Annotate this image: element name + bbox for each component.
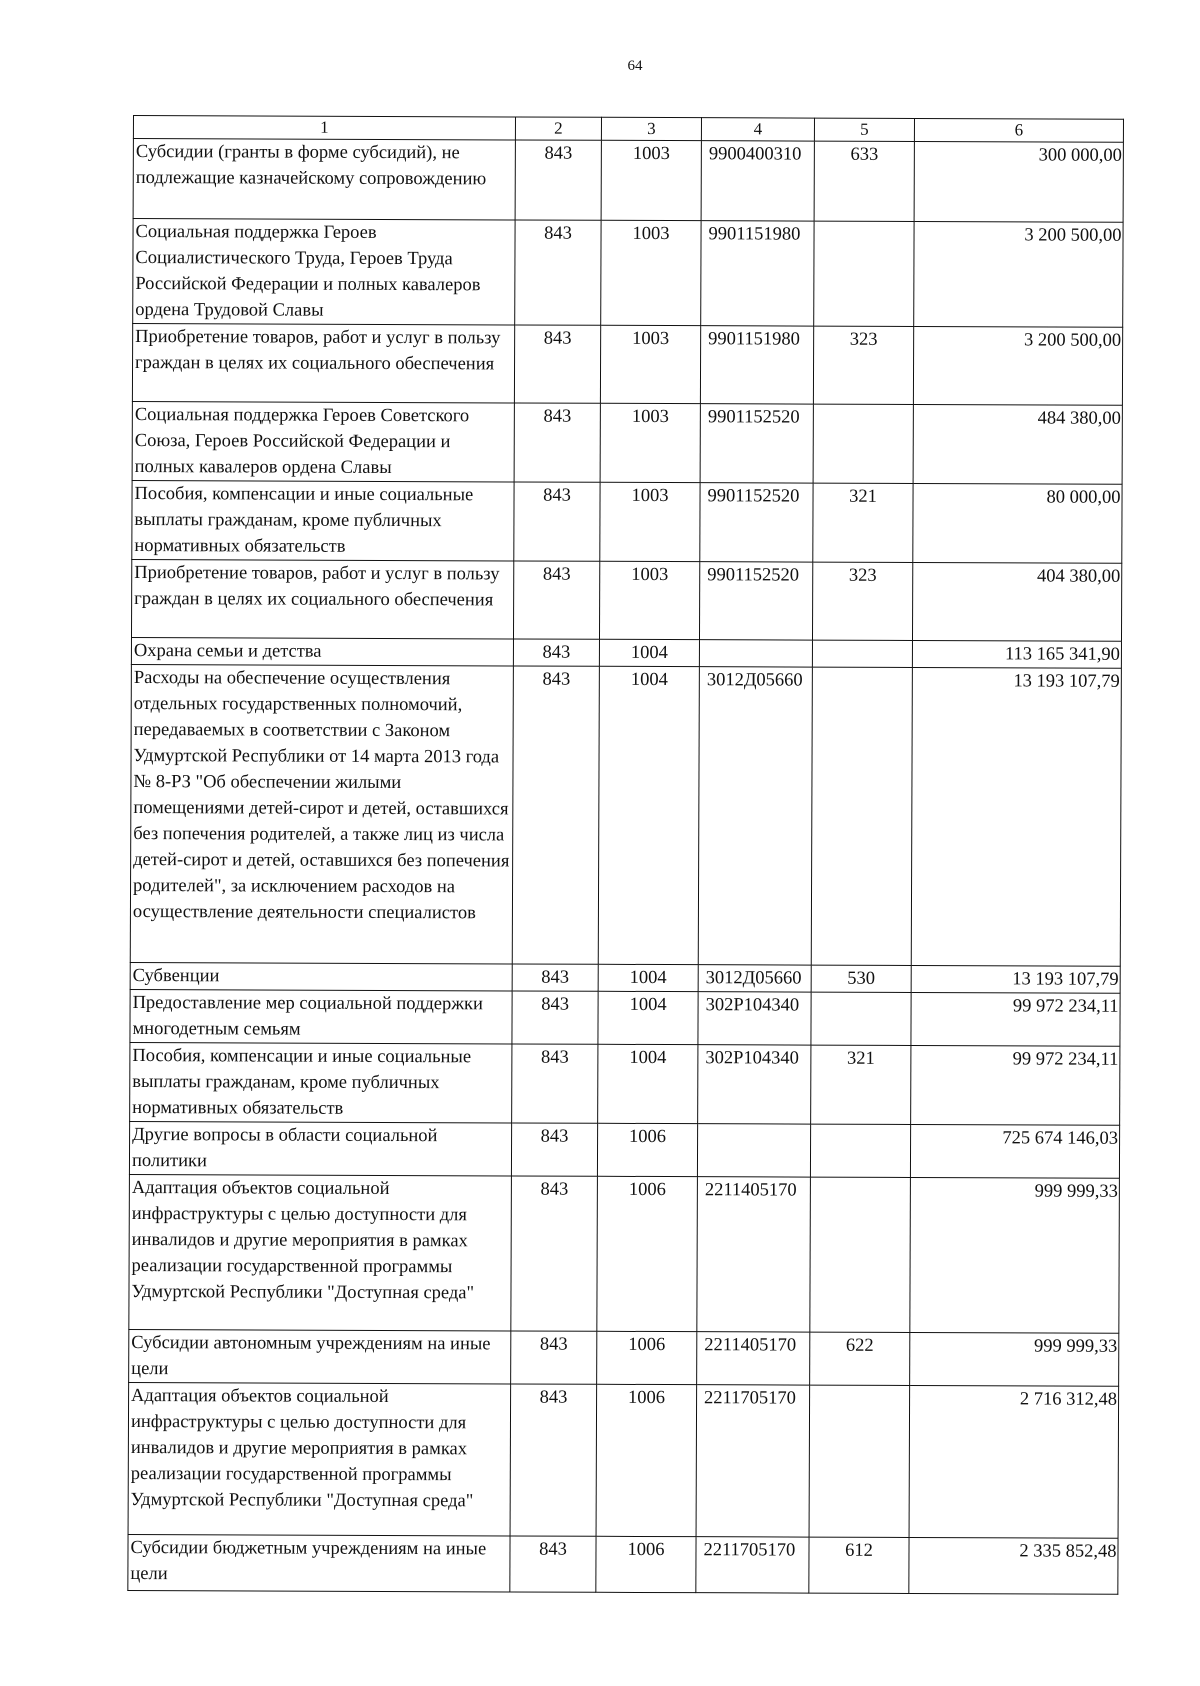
row-name-cell: Субвенции — [130, 962, 512, 990]
header-cell-1: 1 — [133, 116, 515, 140]
table-row — [133, 219, 1123, 328]
row-amount-cell: 404 380,00 — [912, 562, 1121, 641]
row-name-cell: Социальная поддержка Героев Социалистического Труда, Героев Труда Российской Федерации и полных кавалеров ордена Трудовой Славы — [133, 219, 515, 325]
table-row — [131, 559, 1121, 641]
row-name-cell: Пособия, компенсации и иные социальные выплаты гражданам, кроме публичных нормативных обязательств — [130, 1042, 512, 1122]
row-target-cell: 9901151980 — [700, 326, 813, 404]
row-section-cell: 1004 — [598, 991, 698, 1044]
header-cell-6: 6 — [914, 119, 1123, 143]
row-target-cell: 2211405170 — [697, 1332, 810, 1385]
row-type-cell: 612 — [809, 1537, 909, 1593]
header-cell-5: 5 — [814, 118, 914, 141]
row-name-cell: Адаптация объектов социальной инфраструктуры с целью доступности для инвалидов и другие мероприятия в рамках реализации государственной программы Удмуртской Республики "Доступная среда" — [129, 1174, 512, 1330]
row-section-cell: 1003 — [600, 325, 700, 403]
table-row — [131, 637, 1121, 668]
row-section-cell: 1004 — [599, 639, 699, 666]
row-section-cell: 1006 — [597, 1176, 698, 1331]
row-type-cell — [809, 1385, 910, 1537]
row-code-cell: 843 — [511, 1176, 598, 1331]
row-target-cell: 2211705170 — [696, 1537, 809, 1593]
row-section-cell: 1004 — [598, 666, 699, 964]
row-section-cell: 1003 — [599, 561, 699, 639]
budget-table-wrapper — [127, 115, 1124, 1595]
row-code-cell: 843 — [514, 482, 600, 561]
row-type-cell — [811, 992, 911, 1045]
header-cell-4: 4 — [701, 118, 814, 141]
row-type-cell — [812, 640, 912, 667]
row-amount-cell: 3 200 500,00 — [914, 221, 1123, 327]
row-section-cell: 1006 — [597, 1331, 697, 1384]
row-name-cell: Приобретение товаров, работ и услуг в пользу граждан в целях их социального обеспечения — [131, 559, 513, 638]
row-amount-cell: 725 674 146,03 — [910, 1124, 1119, 1178]
table-row — [132, 324, 1122, 406]
row-target-cell: 302Р104340 — [698, 992, 811, 1045]
row-type-cell: 321 — [813, 483, 913, 562]
row-type-cell — [811, 667, 912, 965]
row-type-cell: 622 — [810, 1332, 910, 1385]
row-target-cell: 9901152520 — [699, 562, 812, 640]
row-target-cell: 302Р104340 — [698, 1045, 811, 1124]
row-type-cell: 530 — [811, 965, 911, 992]
row-target-cell: 3012Д05660 — [698, 667, 812, 965]
row-name-cell: Адаптация объектов социальной инфраструктуры с целью доступности для инвалидов и другие мероприятия в рамках реализации государственной программы Удмуртской Республики "Доступная среда" — [128, 1382, 511, 1535]
row-type-cell: 323 — [812, 562, 912, 640]
row-code-cell: 843 — [512, 964, 598, 991]
row-amount-cell: 3 200 500,00 — [913, 326, 1122, 405]
table-row — [132, 480, 1122, 563]
row-amount-cell: 484 380,00 — [913, 404, 1122, 484]
row-amount-cell: 2 716 312,48 — [909, 1385, 1119, 1538]
row-type-cell: 321 — [811, 1045, 911, 1124]
row-code-cell: 843 — [512, 1044, 598, 1123]
row-type-cell — [814, 221, 914, 326]
budget-table — [127, 115, 1124, 1595]
table-row — [130, 989, 1120, 1046]
row-code-cell: 843 — [513, 639, 599, 666]
row-type-cell: 323 — [813, 326, 913, 404]
row-code-cell: 843 — [512, 991, 598, 1044]
row-target-cell — [697, 1124, 810, 1177]
row-amount-cell: 80 000,00 — [913, 483, 1122, 563]
row-name-cell: Охрана семьи и детства — [131, 637, 513, 665]
header-cell-2: 2 — [515, 117, 601, 140]
table-row — [132, 401, 1122, 484]
row-name-cell: Субсидии бюджетным учреждениям на иные цели — [128, 1534, 510, 1591]
page-number: 64 — [627, 58, 643, 74]
row-target-cell: 3012Д05660 — [698, 965, 811, 992]
table-row — [130, 962, 1120, 993]
row-name-cell: Другие вопросы в области социальной политики — [129, 1121, 511, 1175]
row-amount-cell: 113 165 341,90 — [912, 640, 1121, 668]
table-row — [129, 1174, 1120, 1333]
row-target-cell: 9900400310 — [701, 141, 814, 221]
row-amount-cell: 300 000,00 — [914, 142, 1123, 223]
table-row — [130, 1042, 1120, 1125]
row-name-cell: Субсидии автономным учреждениям на иные цели — [129, 1329, 511, 1383]
row-code-cell: 843 — [511, 1331, 597, 1384]
table-row — [130, 664, 1121, 966]
row-target-cell: 9901151980 — [701, 221, 814, 326]
row-section-cell: 1003 — [601, 140, 701, 220]
row-type-cell — [810, 1177, 911, 1332]
row-target-cell — [699, 640, 812, 667]
row-type-cell — [813, 404, 913, 483]
row-code-cell: 843 — [510, 1536, 596, 1592]
table-row — [128, 1534, 1118, 1594]
row-section-cell: 1003 — [601, 220, 701, 325]
row-code-cell: 843 — [512, 666, 599, 964]
row-code-cell: 843 — [514, 325, 600, 403]
table-row — [129, 1329, 1119, 1386]
row-code-cell: 843 — [514, 403, 600, 482]
row-section-cell: 1006 — [597, 1123, 697, 1176]
row-target-cell: 2211705170 — [696, 1385, 810, 1537]
row-code-cell: 843 — [515, 220, 601, 325]
row-section-cell: 1006 — [596, 1536, 696, 1592]
row-code-cell: 843 — [515, 140, 601, 220]
table-row — [133, 139, 1123, 223]
row-name-cell: Расходы на обеспечение осуществления отдельных государственных полномочий, передаваемых в соответствии с Законом Удмуртской Республики от 14 марта 2013 года № 8-РЗ "Об обеспечении жилыми помещениями детей-сирот и детей, оставшихся без попечения родителей, а также лиц из числа детей-сирот и детей, оставшихся без попечения родителей", за исключением расходов на осуществление деятельности специалистов — [130, 664, 513, 963]
row-amount-cell: 999 999,33 — [910, 1177, 1120, 1333]
row-name-cell: Предоставление мер социальной поддержки многодетным семьям — [130, 989, 512, 1043]
row-amount-cell: 13 193 107,79 — [911, 667, 1121, 966]
row-section-cell: 1003 — [600, 403, 700, 482]
header-cell-3: 3 — [601, 117, 701, 140]
row-target-cell: 2211405170 — [697, 1177, 811, 1332]
row-code-cell: 843 — [510, 1384, 597, 1536]
row-type-cell: 633 — [814, 141, 914, 221]
row-target-cell: 9901152520 — [700, 483, 813, 562]
row-name-cell: Субсидии (гранты в форме субсидий), не подлежащие казначейскому сопровождению — [133, 139, 515, 220]
row-section-cell: 1004 — [598, 964, 698, 991]
row-name-cell: Приобретение товаров, работ и услуг в пользу граждан в целях их социального обеспечения — [132, 324, 514, 403]
row-code-cell: 843 — [513, 561, 599, 639]
row-amount-cell: 99 972 234,11 — [911, 992, 1120, 1046]
table-row — [129, 1121, 1119, 1178]
row-amount-cell: 2 335 852,48 — [909, 1537, 1118, 1594]
row-section-cell: 1004 — [598, 1044, 698, 1123]
row-amount-cell: 13 193 107,79 — [911, 965, 1120, 993]
row-target-cell: 9901152520 — [700, 404, 813, 483]
row-name-cell: Социальная поддержка Героев Советского Союза, Героев Российской Федерации и полных кавалеров ордена Славы — [132, 401, 514, 481]
row-section-cell: 1003 — [600, 482, 700, 561]
table-row — [128, 1382, 1119, 1538]
row-amount-cell: 999 999,33 — [910, 1332, 1119, 1386]
row-name-cell: Пособия, компенсации и иные социальные выплаты гражданам, кроме публичных нормативных обязательств — [132, 480, 514, 560]
row-section-cell: 1006 — [596, 1384, 697, 1536]
row-amount-cell: 99 972 234,11 — [911, 1045, 1120, 1125]
row-code-cell: 843 — [511, 1123, 597, 1176]
row-type-cell — [810, 1124, 910, 1177]
